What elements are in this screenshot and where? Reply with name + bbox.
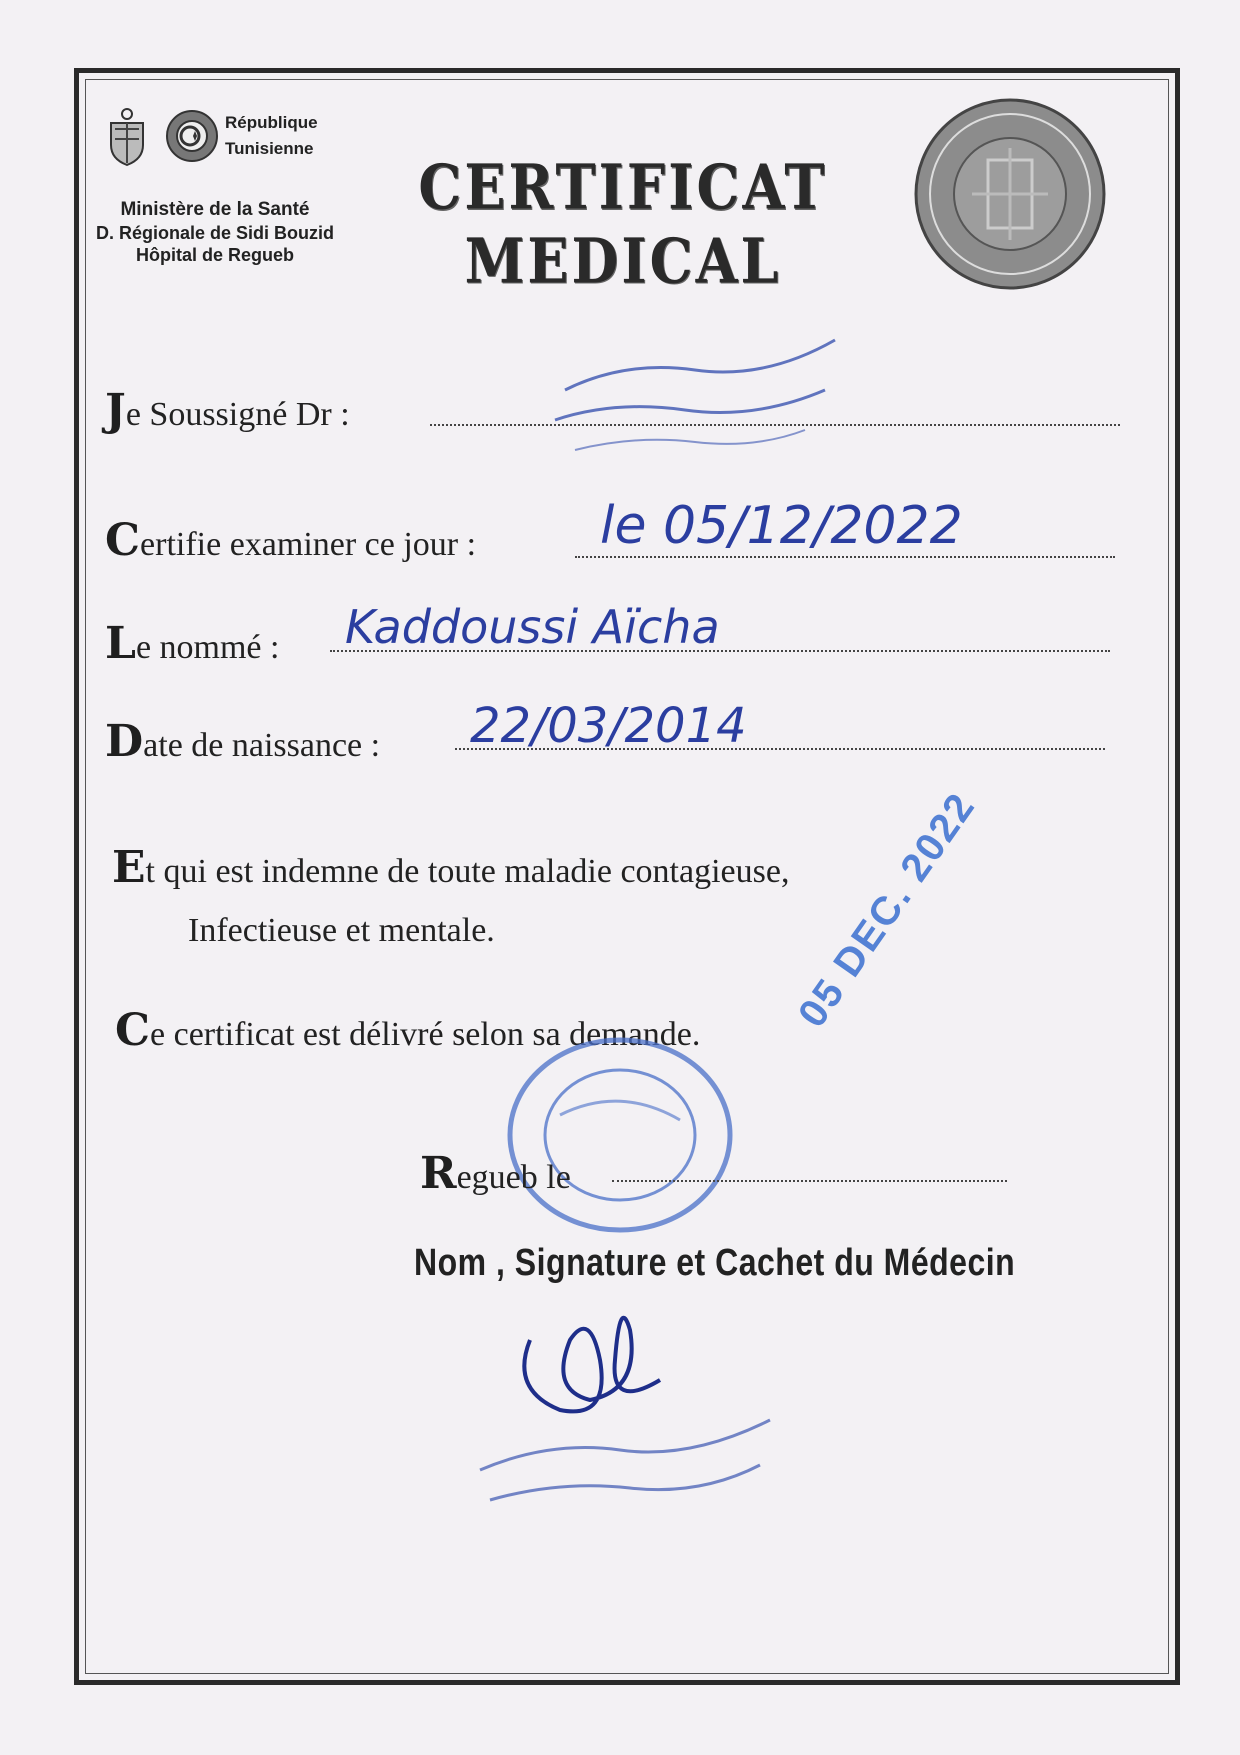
exam-date-handwriting: le 05/12/2022 xyxy=(600,496,963,556)
doctor-ink-stamp-icon xyxy=(545,320,845,470)
birth-handwriting: 22/03/2014 xyxy=(470,698,747,754)
hospital-label: Hôpital de Regueb xyxy=(135,245,294,266)
birth-label: ate de naissance : xyxy=(143,727,381,764)
drop-cap: E xyxy=(112,842,146,893)
official-seal-stamp-icon xyxy=(912,96,1108,292)
exam-date-label: ertifie examiner ce jour : xyxy=(140,526,477,563)
place-label: egueb le xyxy=(456,1159,571,1196)
statement-line-1 xyxy=(112,842,789,893)
drop-cap: D xyxy=(105,716,144,767)
republic-label-1: République xyxy=(225,113,318,132)
signature-label: Nom , Signature et Cachet du Médecin xyxy=(414,1240,1016,1284)
coat-of-arms-icon xyxy=(107,107,147,167)
drop-cap: L xyxy=(105,618,136,669)
place-dotted-line xyxy=(612,1180,1007,1182)
drop-cap: R xyxy=(420,1148,457,1199)
drop-cap: C xyxy=(115,1005,151,1056)
statement-line-2: Infectieuse et mentale. xyxy=(188,912,495,949)
place-line xyxy=(420,1148,571,1199)
drop-cap: J xyxy=(105,385,126,436)
name-line xyxy=(105,618,279,669)
date-stamp: 05 DEC. 2022 xyxy=(790,784,984,1036)
doctor-label: e Soussigné Dr : xyxy=(125,396,350,433)
exam-date-line xyxy=(105,515,476,566)
exam-date-dotted-line xyxy=(575,556,1115,558)
drop-cap: C xyxy=(105,515,141,566)
ministry-label: Ministère de la Santé xyxy=(120,199,310,220)
doctor-line xyxy=(105,385,350,436)
emblem-row xyxy=(95,105,335,180)
statement-text-1: t qui est indemne de toute maladie contagieuse, xyxy=(145,853,790,890)
region-label: D. Régionale de Sidi Bouzid xyxy=(95,222,335,243)
birth-line xyxy=(105,716,380,767)
letterhead xyxy=(95,105,335,267)
republic-label-2: Tunisienne xyxy=(225,139,314,158)
name-handwriting: Kaddoussi Aïcha xyxy=(345,600,720,654)
document-title: CERTIFICAT MEDICAL xyxy=(418,150,828,298)
delivery-text: e certificat est délivré selon sa demande. xyxy=(150,1016,701,1053)
name-label: e nommé : xyxy=(135,629,280,666)
doctor-signature-icon xyxy=(470,1300,790,1520)
tunisia-flag-seal-icon xyxy=(165,109,219,163)
hospital-round-stamp-icon xyxy=(500,1035,740,1255)
